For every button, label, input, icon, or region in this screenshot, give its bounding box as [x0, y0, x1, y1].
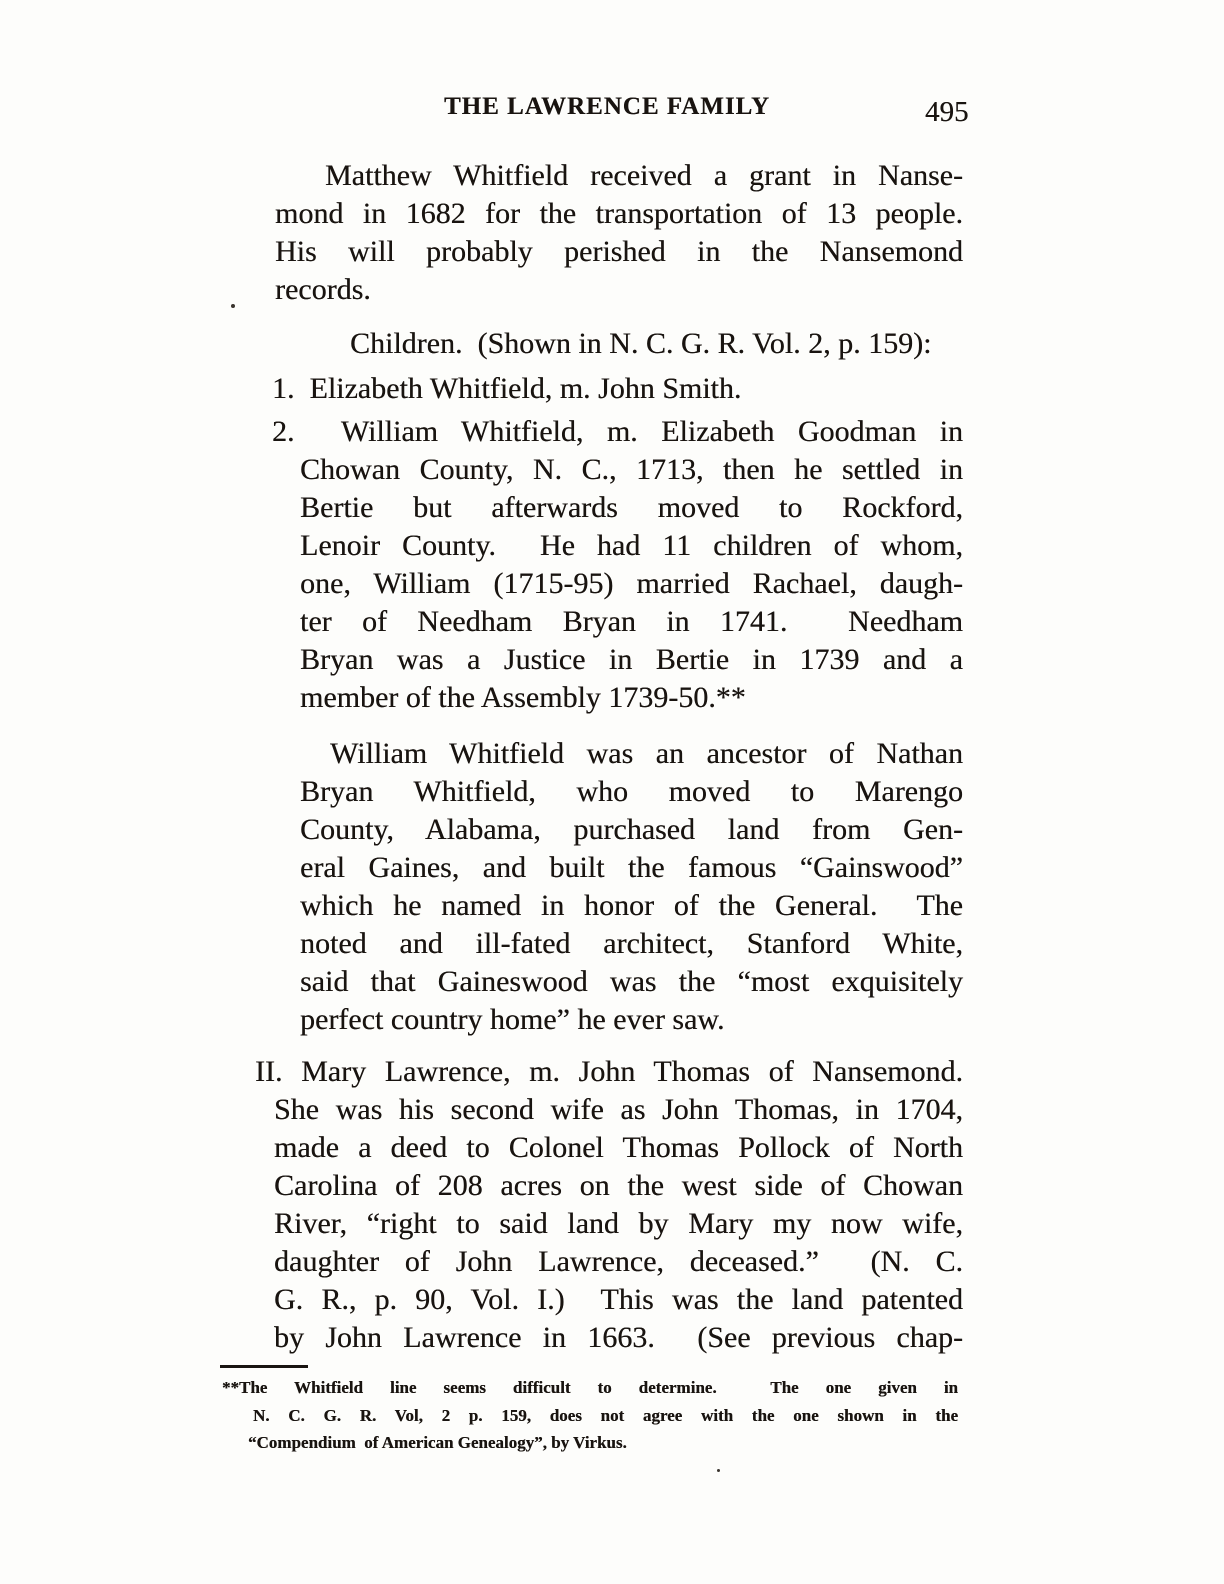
- text-line: G. R., p. 90, Vol. I.) This was the land patented: [274, 1283, 963, 1316]
- text-line: perfect country home” he ever saw.: [300, 1003, 725, 1036]
- text-line: N. C. G. R. Vol, 2 p. 159, does not agree with the one shown in the: [253, 1405, 958, 1425]
- gainswood-paragraph: [300, 735, 963, 1039]
- running-header-title: THE LAWRENCE FAMILY: [444, 93, 770, 120]
- text-line: by John Lawrence in 1663. (See previous chap-: [274, 1321, 963, 1354]
- text-line: 2. William Whitfield, m. Elizabeth Goodman in: [272, 415, 963, 448]
- ink-speck: [717, 1469, 720, 1472]
- children-heading: [275, 325, 963, 363]
- text-line: Bertie but afterwards moved to Rockford,: [300, 491, 963, 524]
- footnote: [222, 1374, 958, 1457]
- text-line: daughter of John Lawrence, deceased.” (N. C.: [274, 1245, 963, 1278]
- text-line: Lenoir County. He had 11 children of whom,: [300, 529, 963, 562]
- text-line: Bryan was a Justice in Bertie in 1739 and a: [300, 643, 963, 676]
- text-line: County, Alabama, purchased land from Gen-: [300, 813, 963, 846]
- text-line: one, William (1715-95) married Rachael, daugh-: [300, 567, 963, 600]
- text-line: **The Whitfield line seems difficult to determine. The one given in: [222, 1378, 958, 1397]
- text-line: Bryan Whitfield, who moved to Marengo: [300, 775, 963, 808]
- text-line: River, “right to said land by Mary my now wife,: [274, 1207, 963, 1240]
- text-line: “Compendium of American Genealogy”, by Virkus.: [248, 1433, 627, 1452]
- text-line: She was his second wife as John Thomas, in 1704,: [274, 1093, 963, 1126]
- text-line: which he named in honor of the General. The: [300, 889, 963, 922]
- page-number: 495: [925, 96, 969, 128]
- text-line: said that Gaineswood was the “most exquisitely: [300, 965, 963, 998]
- text-line: noted and ill-fated architect, Stanford White,: [300, 927, 963, 960]
- text-line: member of the Assembly 1739-50.**: [300, 681, 746, 714]
- text-line: eral Gaines, and built the famous “Gainswood”: [300, 851, 963, 884]
- item-ii-mary-lawrence: [255, 1053, 963, 1357]
- text-line: Children. (Shown in N. C. G. R. Vol. 2, p. 159):: [350, 327, 932, 360]
- text-line: records.: [275, 273, 371, 306]
- paragraph-matthew-whitfield: [275, 157, 963, 309]
- text-line: ter of Needham Bryan in 1741. Needham: [300, 605, 963, 638]
- text-line: His will probably perished in the Nansemond: [275, 235, 963, 268]
- text-line: Matthew Whitfield received a grant in Nanse-: [325, 159, 963, 192]
- footnote-rule: [220, 1365, 308, 1368]
- ink-speck: [231, 304, 235, 308]
- text-line: William Whitfield was an ancestor of Nathan: [330, 737, 963, 770]
- child-item-1-elizabeth-whitfield: [272, 370, 963, 408]
- text-line: Chowan County, N. C., 1713, then he settled in: [300, 453, 963, 486]
- child-item-2-william-whitfield: [272, 413, 963, 717]
- text-line: 1. Elizabeth Whitfield, m. John Smith.: [272, 372, 742, 405]
- text-line: Carolina of 208 acres on the west side of Chowan: [274, 1169, 963, 1202]
- text-line: II. Mary Lawrence, m. John Thomas of Nansemond.: [255, 1055, 963, 1088]
- text-line: mond in 1682 for the transportation of 13 people.: [275, 197, 963, 230]
- text-line: made a deed to Colonel Thomas Pollock of North: [274, 1131, 963, 1164]
